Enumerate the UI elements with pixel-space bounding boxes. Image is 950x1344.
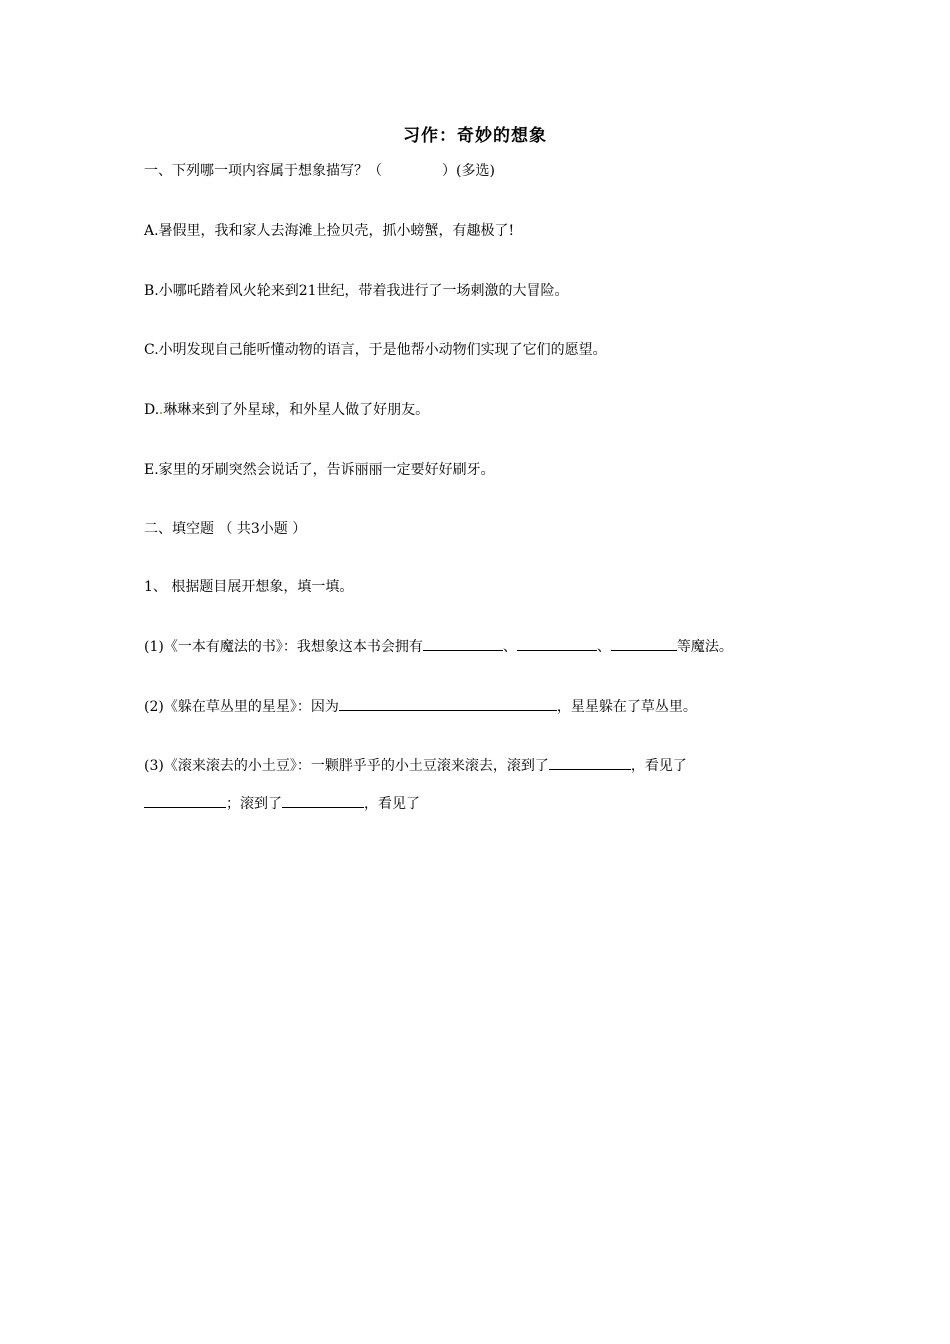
fill-3-blank-2[interactable]: [144, 793, 226, 808]
question-1-text: 一、下列哪一项内容属于想象描写？（: [144, 163, 382, 179]
option-e: E.家里的牙刷突然会说话了，告诉丽丽一定要好好刷牙。: [144, 462, 495, 478]
fill-1-blank-1[interactable]: [423, 636, 503, 651]
fill-1-sep-1: 、: [502, 639, 517, 655]
fill-1-blank-2[interactable]: [517, 636, 597, 651]
fill-3-mid-2: ；滚到了: [226, 796, 282, 812]
option-a: A.暑假里，我和家人去海滩上捡贝壳，抓小螃蟹，有趣极了!: [144, 223, 515, 239]
item-1-instruction: 1、 根据题目展开想象，填一填。: [144, 579, 354, 595]
fill-1-blank-3[interactable]: [611, 636, 677, 651]
fill-2-prefix: (2)《躲在草丛里的星星》：因为: [144, 699, 339, 715]
fill-3-blank-3[interactable]: [282, 793, 364, 808]
fill-3-prefix: (3)《滚来滚去的小土豆》：一颗胖乎乎的小土豆滚来滚去，滚到了: [144, 758, 549, 774]
page-title: 习作：奇妙的想象: [403, 126, 547, 146]
question-1: [144, 161, 495, 181]
section-2-heading: 二、填空题 （ 共3小题 ）: [144, 521, 307, 537]
fill-3-blank-1[interactable]: [549, 755, 631, 770]
fill-3-mid-1: ，看见了: [630, 758, 687, 774]
fill-2-blank[interactable]: [339, 696, 557, 711]
option-c: C.小明发现自己能听懂动物的语言，于是他帮小动物们实现了它们的愿望。: [144, 342, 607, 358]
fill-3-line-1: [144, 755, 687, 776]
question-1-tail: ）(多选): [442, 163, 495, 179]
fill-1-sep-2: 、: [596, 639, 611, 655]
option-d: [144, 400, 429, 420]
fill-3-line-2: [144, 793, 420, 814]
fill-1: [144, 636, 733, 657]
option-d-letter: D.: [144, 402, 160, 418]
option-d-text: 琳琳来到了外星球，和外星人做了好朋友。: [163, 402, 430, 418]
fill-2-suffix: ，星星躲在了草丛里。: [556, 699, 697, 715]
fill-3-suffix: ，看见了: [364, 796, 420, 812]
fill-1-suffix: 等魔法。: [676, 639, 733, 655]
fill-1-prefix: (1)《一本有魔法的书》：我想象这本书会拥有: [144, 639, 423, 655]
fill-2: [144, 696, 697, 717]
option-b: B.小哪吒踏着风火轮来到21世纪，带着我进行了一场刺激的大冒险。: [144, 283, 569, 299]
stray-mark: [160, 412, 162, 414]
